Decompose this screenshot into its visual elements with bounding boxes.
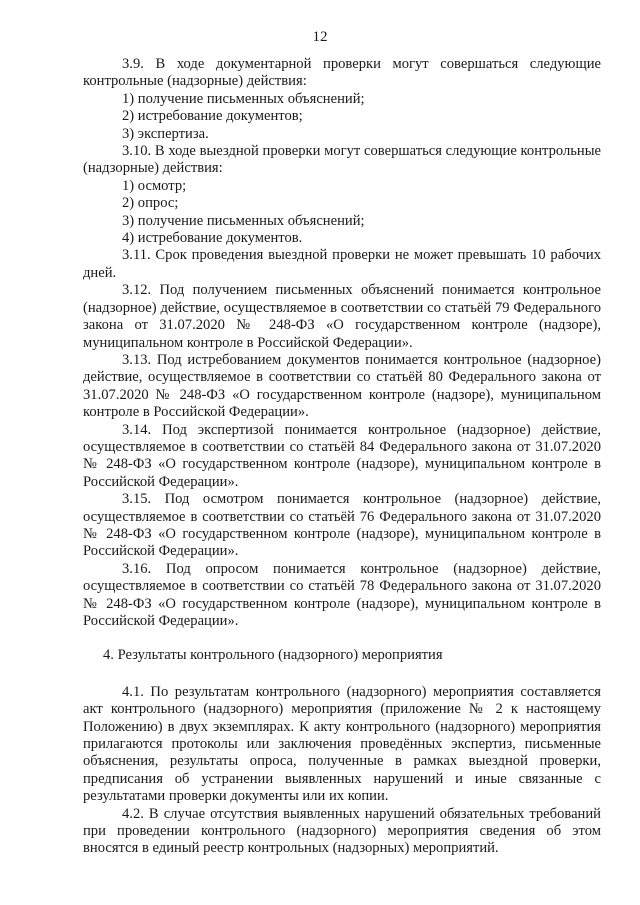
paragraph-3-15: 3.15. Под осмотром понимается контрольное (надзорное) действие, осуществляемое в соответствии со статьёй 76 Федерального закона от 31.07.2020 № 248-ФЗ «О государственном контроле (надзоре), муниципальном контроле в Российской Федерации». [83,491,601,560]
paragraph-4-1: 4.1. По результатам контрольного (надзорного) мероприятия составляется акт контрольного (надзорного) мероприятия (приложение № 2 к настоящему Положению) в двух экземплярах. К акту контрольного (надзорного) мероприятия прилагаются протоколы или заключения проведённых экспертиз, письменные объяснения, результаты опроса, полученные в рамках выездной проверки, предписания об устранении выявленных нарушений и иные связанные с результатами проверки документы или их копии. [83,683,601,805]
document-body [83,56,601,858]
paragraph-3-16: 3.16. Под опросом понимается контрольное (надзорное) действие, осуществляемое в соответствии со статьёй 78 Федерального закона от 31.07.2020 № 248-ФЗ «О государственном контроле (надзоре), муниципальном контроле в Российской Федерации». [83,560,601,629]
paragraph-3-12: 3.12. Под получением письменных объяснений понимается контрольное (надзорное) действие, осуществляемое в соответствии со статьёй 79 Федерального закона от 31.07.2020 № 248-ФЗ «О государственном контроле (надзоре), муниципальном контроле в Российской Федерации». [83,282,601,351]
section-heading: 4. Результаты контрольного (надзорного) мероприятия [103,647,443,664]
paragraph-3-14: 3.14. Под экспертизой понимается контрольное (надзорное) действие, осуществляемое в соответствии со статьёй 84 Федерального закона от 31.07.2020 № 248-ФЗ «О государственном контроле (надзоре), муниципальном контроле в Российской Федерации». [83,421,601,490]
paragraph-3-11: 3.11. Срок проведения выездной проверки не может превышать 10 рабочих дней. [83,247,601,281]
paragraph-3-10: 3.10. В ходе выездной проверки могут совершаться следующие контрольные (надзорные) действия: [83,143,601,177]
list-item: 4) истребование документов. [122,230,303,247]
paragraph-3-13: 3.13. Под истребованием документов понимается контрольное (надзорное) действие, осуществляемое в соответствии со статьёй 80 Федерального закона от 31.07.2020 № 248-ФЗ «О государственном контроле (надзоре), муниципальном контроле в Российской Федерации». [83,351,601,421]
list-item: 3) получение письменных объяснений; [122,212,365,229]
paragraph-3-9: 3.9. В ходе документарной проверки могут совершаться следующие контрольные (надзорные) действия: [83,56,601,90]
list-item: 1) получение письменных объяснений; [122,90,365,107]
list-item: 3) экспертиза. [122,125,209,142]
list-item: 1) осмотр; [122,177,187,194]
page-number: 12 [312,29,328,45]
paragraph-4-2: 4.2. В случае отсутствия выявленных нарушений обязательных требований при проведении контрольного (надзорного) мероприятия сведения об этом вносятся в единый реестр контрольных (надзорных) мероприятий. [83,805,601,857]
list-item: 2) опрос; [122,195,179,212]
list-item: 2) истребование документов; [122,108,303,125]
